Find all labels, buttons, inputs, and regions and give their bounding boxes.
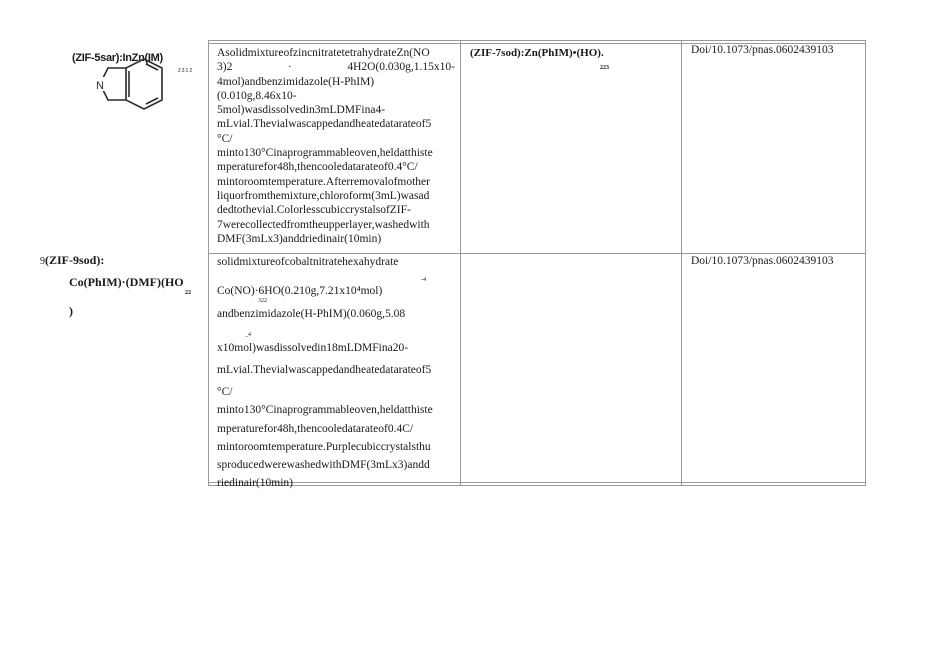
superscript: -4 bbox=[421, 277, 426, 283]
row1-compound-subscript: 2312 bbox=[178, 68, 194, 74]
table-row-line: mLvial.Thevialwascappedandheatedatarateof5 bbox=[217, 118, 432, 131]
table-row-line: mintoroomtemperature.Purplecubiccrystalsthu bbox=[217, 441, 431, 453]
superscript: _4 bbox=[245, 332, 251, 338]
table-row-line: sproducedwerewashedwithDMF(3mLx3)andd bbox=[217, 459, 430, 471]
table-row-line: liquorfromthemixture,chloroform(3mL)wasad bbox=[217, 189, 430, 202]
table-row-line: minto130°Cinaprogrammableoven,heldatthiste bbox=[217, 147, 433, 160]
table-row-line: mperaturefor48h,thencooledatarateof0.4C/ bbox=[217, 423, 414, 435]
table-row-line: minto130°Cinaprogrammableoven,heldatthiste bbox=[217, 404, 433, 416]
table-row-line: °C/ bbox=[217, 386, 233, 398]
row1-product-formula: (ZIF-7sod):Zn(PhIM)•(HO). bbox=[470, 47, 604, 59]
table-row-line: x10mol)wasdissolvedin18mLDMFina20- bbox=[217, 342, 409, 354]
table-row-line: 3)2 · 4H2O(0.030g,1.15x10- bbox=[217, 61, 455, 74]
row2-compound-formula: Co(PhIM)·(DMF)(HO bbox=[69, 275, 184, 289]
table-row-line: AsolidmixtureofzincnitratetetrahydrateZn(NO bbox=[217, 47, 430, 59]
table-row-line: 4mol)andbenzimidazole(H-PhIM) bbox=[217, 75, 375, 88]
row1-synthesis-text bbox=[217, 46, 455, 246]
row2-formula-close: ) bbox=[69, 304, 73, 318]
table-row-line: mintoroomtemperature.Afterremovalofmother bbox=[217, 175, 430, 188]
table-row-line: mperaturefor48h,thencooledatarateof0.4°C/ bbox=[217, 161, 418, 174]
svg-text:N: N bbox=[96, 80, 104, 92]
subscript: 322 bbox=[258, 298, 267, 304]
row2-number: 9 bbox=[40, 256, 45, 267]
table-row-line: solidmixtureofcobaltnitratehexahydrate bbox=[217, 256, 399, 268]
table-row-line: riedinair(10min) bbox=[217, 477, 294, 489]
row2-doi: Doi/10.1073/pnas.0602439103 bbox=[691, 255, 834, 267]
table-row-line: 5mol)wasdissolvedin3mLDMFina4- bbox=[217, 104, 386, 117]
benzimidazole-structure-image bbox=[92, 58, 172, 110]
table-row-line: °C/ bbox=[217, 132, 233, 145]
table-row-line: 7werecollectedfromtheupperlayer,washedwith bbox=[217, 218, 430, 231]
row2-formula-subscript: 22 bbox=[185, 290, 191, 296]
table-row-line: andbenzimidazole(H-PhIM)(0.060g,5.08 bbox=[217, 308, 406, 320]
row2-compound-label: 9(ZIF-9sod): bbox=[40, 253, 105, 267]
row1-compound-label: (ZIF-5sar):InZn(IM) 2312 bbox=[72, 52, 194, 74]
table-row-line: dedtothevial.ColorlesscubiccrystalsofZIF- bbox=[217, 204, 411, 217]
table-row-line: mLvial.Thevialwascappedandheatedatarateof5 bbox=[217, 364, 432, 376]
table-row-line: DMF(3mLx3)anddriedinair(10min) bbox=[217, 232, 382, 245]
row1-doi: Doi/10.1073/pnas.0602439103 bbox=[691, 44, 834, 56]
table-row-line: (0.010g,8.46x10- bbox=[217, 89, 297, 102]
table-row-line: Co(NO)·6HO(0.210g,7.21x10⁴mol) bbox=[217, 285, 383, 297]
row1-product-subscript: 223 bbox=[600, 65, 609, 71]
